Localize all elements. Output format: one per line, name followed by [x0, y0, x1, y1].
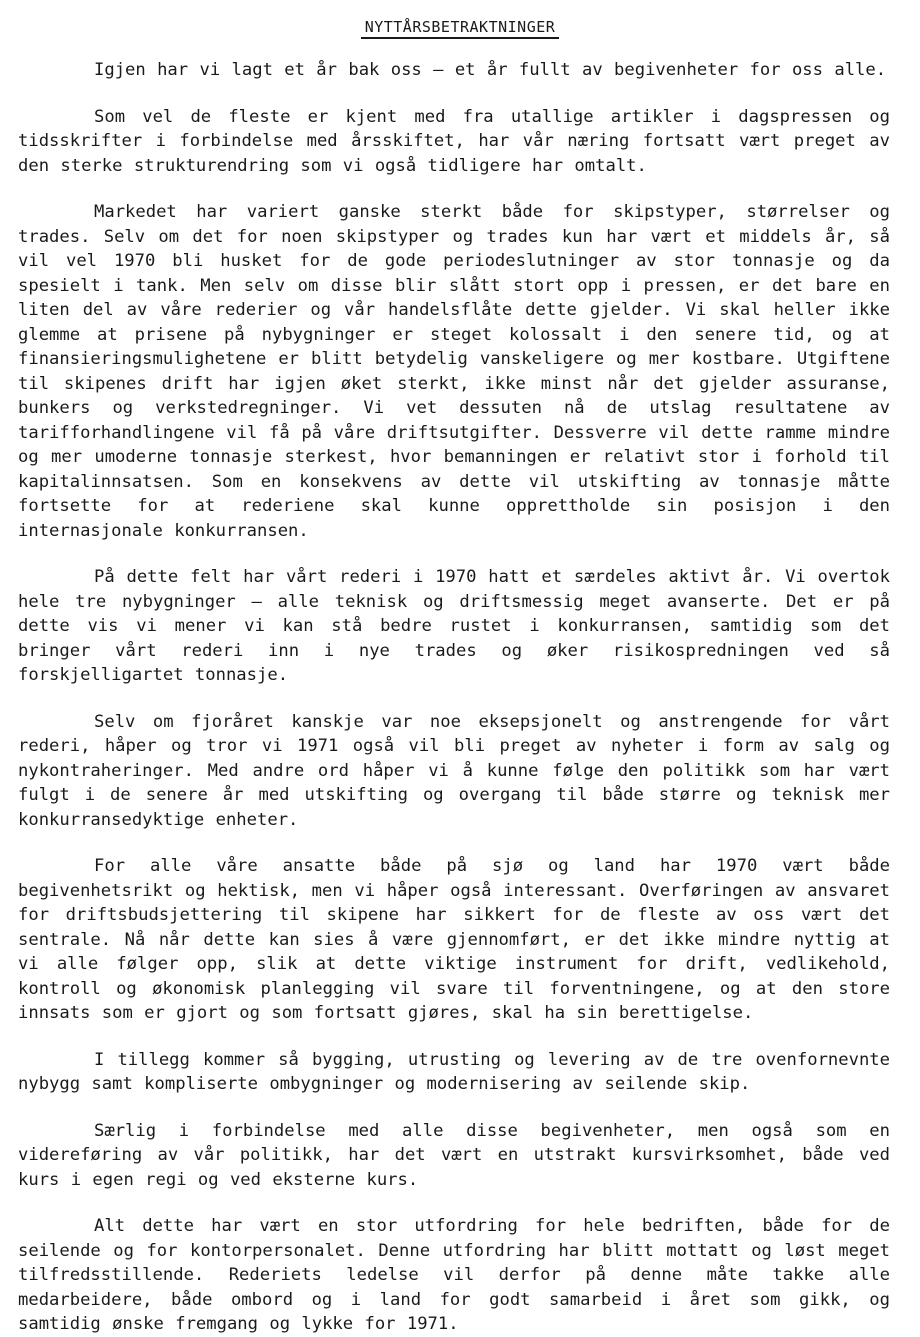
paragraph-market: Markedet har variert ganske sterkt både for skipstyper, størrelser og trades. Selv om det for noen skipstyper og trades kun har vært et middels år, så vil vel 1970 bli husket for de gode periodeslutninger av stor tonnasje og da spesielt i tank. Men selv om disse blir slått stort opp i pressen, er det bare en liten del av våre rederier og vår handelsflåte dette gjelder. Vi skal heller ikke glemme at prisene på nybygninger er steget kolossalt i den senere tid, og at finansieringsmulighetene er blitt betydelig vanskeligere og mer kostbare. Utgiftene til skipenes drift har igjen øket sterkt, ikke minst når det gjelder assuranse, bunkers og verkstedregninger. Vi vet dessuten nå de utslag resultatene av tarifforhandlingene vil få på våre driftsutgifter. Dessverre vil dette ramme mindre og mer umoderne tonnasje sterkest, hvor bemanningen er relativt stor i forhold til kapitalinnsatsen. Som en konsekvens av dette vil utskifting av tonnasje måtte fortsette for at rederiene skal kunne opprettholde sin posisjon i den internasjonale konkurransen. — [18, 202, 890, 541]
document-title-wrapper — [18, 18, 890, 36]
paragraph-employees: For alle våre ansatte både på sjø og land har 1970 vært både begivenhetsrikt og hektisk, men vi håper også interessant. Overføringen av ansvaret for driftsbudsjettering til skipene har sikkert for de fleste av oss vært det sentrale. Nå når dette kan sies å være gjennomført, er det ikke mindre nyttig at vi alle følger opp, slik at dette viktige instrument for drift, vedlikehold, kontroll og økonomisk planlegging vil svare til forventningene, og at den store innsats som er gjort og som fortsatt gjøres, skal ha sin berettigelse. — [18, 856, 890, 1023]
paragraph-construction: I tillegg kommer så bygging, utrusting og levering av de tre ovenfornevnte nybygg samt kompliserte ombygninger og modernisering av seilende skip. — [18, 1049, 890, 1094]
paragraph-thanks: Alt dette har vært en stor utfordring for hele bedriften, både for de seilende og for kontorpersonalet. Denne utfordring har blitt mottatt og løst meget tilfredsstillende. Rederiets ledelse vil derfor på denne måte takke alle medarbeidere, både ombord og i land for godt samarbeid i året som gikk, og samtidig ønske fremgang og lykke for 1971. — [18, 1216, 890, 1334]
paragraph-outlook-1971: Selv om fjoråret kanskje var noe eksepsjonelt og anstrengende for vårt rederi, håper og tror vi 1971 også vil bli preget av nyheter i form av salg og nykontraheringer. Med andre ord håper vi å kunne følge den politikk som har vært fulgt i de senere år med utskifting og overgang til både større og teknisk mer konkurransedyktige enheter. — [18, 711, 890, 830]
paragraph-structural-change: Som vel de fleste er kjent med fra utallige artikler i dagspressen og tidsskrifter i forbindelse med årsskiftet, har vår næring fortsatt vært preget av den sterke strukturendring som vi også tidligere har omtalt. — [18, 106, 890, 176]
paragraph-newbuildings: På dette felt har vårt rederi i 1970 hatt et særdeles aktivt år. Vi overtok hele tre nybygninger – alle teknisk og driftsmessig meget avanserte. Det er på dette vis vi mener vi kan stå bedre rustet i konkurransen, samtidig som det bringer vårt rederi inn i nye trades og øker risikospredningen ved så forskjelligartet tonnasje. — [18, 567, 890, 685]
document-title: NYTTÅRSBETRAKTNINGER — [361, 18, 560, 39]
paragraph-courses: Særlig i forbindelse med alle disse begivenheter, men også som en videreføring av vår politikk, har det vært en utstrakt kursvirksomhet, både ved kurs i egen regi og ved eksterne kurs. — [18, 1120, 890, 1190]
paragraph-intro: Igjen har vi lagt et år bak oss – et år fullt av begivenheter for oss alle. — [94, 60, 887, 80]
